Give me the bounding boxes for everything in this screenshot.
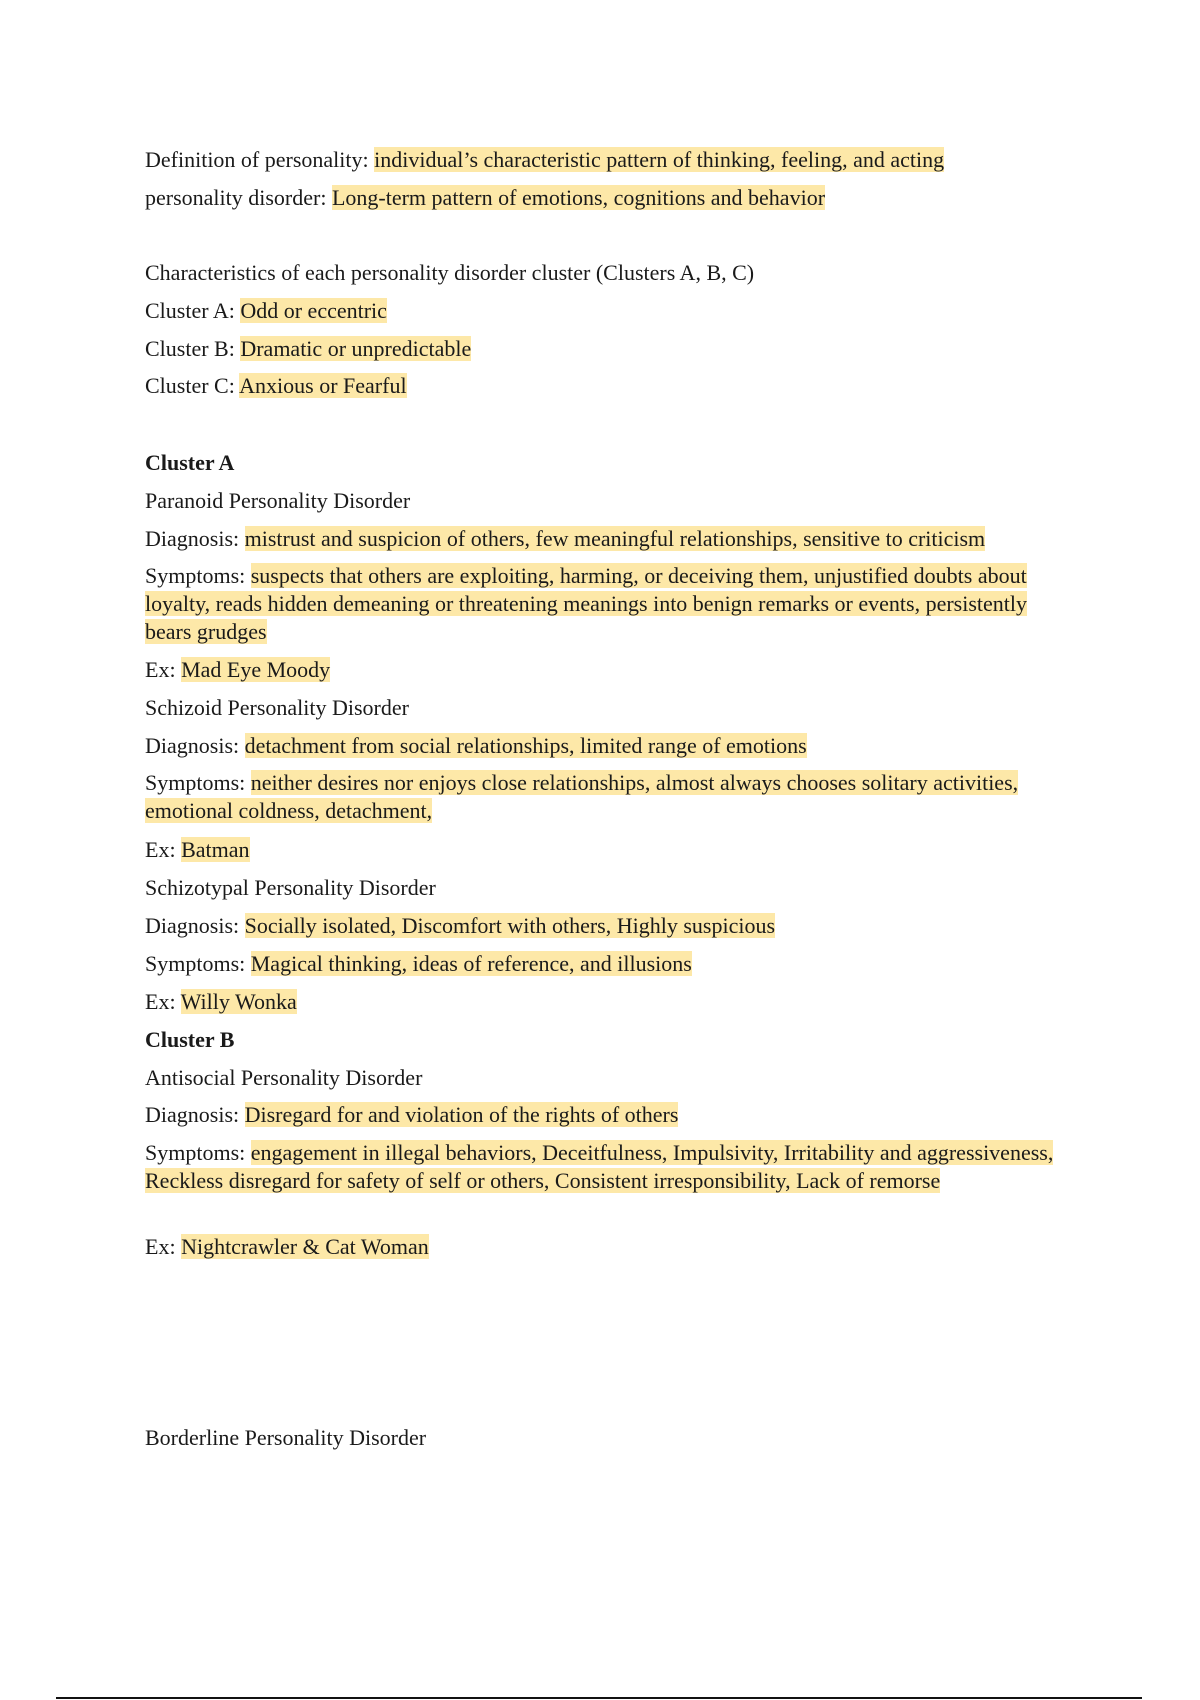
cluster-c-summary	[145, 372, 407, 400]
diagnosis-label: Diagnosis:	[145, 733, 240, 758]
symptoms-label: Symptoms:	[145, 563, 246, 588]
example-value: Mad Eye Moody	[181, 657, 331, 682]
symptoms-line	[145, 950, 692, 978]
symptoms-label: Symptoms:	[145, 951, 246, 976]
diagnosis-value: detachment from social relationships, limited range of emotions	[244, 733, 807, 758]
cluster-b-summary	[145, 335, 471, 363]
diagnosis-label: Diagnosis:	[145, 526, 240, 551]
definition-value: individual’s characteristic pattern of thinking, feeling, and acting	[374, 147, 945, 172]
symptoms-label: Symptoms:	[145, 1140, 246, 1165]
symptoms-paragraph	[145, 769, 1075, 825]
symptoms-value: engagement in illegal behaviors, Deceitfulness, Impulsivity, Irritability and aggressiveness, Reckless disregard for safety of self or others, Consistent irresponsibility, Lack of remorse	[145, 1140, 1054, 1193]
cluster-label: Cluster B:	[145, 336, 235, 361]
diagnosis-label: Diagnosis:	[145, 913, 240, 938]
example-label: Ex:	[145, 657, 176, 682]
disorder-title: Paranoid Personality Disorder	[145, 488, 411, 513]
diagnosis-line	[145, 1101, 678, 1129]
symptoms-paragraph	[145, 562, 1075, 646]
example-line	[145, 656, 330, 684]
disorder-title: Schizotypal Personality Disorder	[145, 875, 436, 900]
example-value: Nightcrawler & Cat Woman	[181, 1234, 429, 1259]
disorder-title: Schizoid Personality Disorder	[145, 695, 409, 720]
example-label: Ex:	[145, 837, 176, 862]
clusters-overview-heading: Characteristics of each personality disorder cluster (Clusters A, B, C)	[145, 260, 755, 285]
page-bottom-rule	[56, 1697, 1142, 1699]
diagnosis-line	[145, 732, 807, 760]
definition-personality-line	[145, 146, 944, 174]
disorder-title: Antisocial Personality Disorder	[145, 1065, 423, 1090]
cluster-label: Cluster A:	[145, 298, 235, 323]
definition-label: personality disorder:	[145, 185, 327, 210]
diagnosis-label: Diagnosis:	[145, 1102, 240, 1127]
diagnosis-line	[145, 525, 985, 553]
cluster-a-summary	[145, 297, 387, 325]
symptoms-paragraph	[145, 1139, 1075, 1195]
diagnosis-value: Disregard for and violation of the rights of others	[244, 1102, 679, 1127]
example-line	[145, 1233, 429, 1261]
cluster-label: Cluster C:	[145, 373, 235, 398]
symptoms-label: Symptoms:	[145, 770, 246, 795]
diagnosis-value: mistrust and suspicion of others, few meaningful relationships, sensitive to criticism	[244, 526, 986, 551]
diagnosis-value: Socially isolated, Discomfort with others, Highly suspicious	[244, 913, 776, 938]
example-line	[145, 836, 250, 864]
symptoms-value: suspects that others are exploiting, harming, or deceiving them, unjustified doubts about loyalty, reads hidden demeaning or threatening meanings into benign remarks or events, persistently bears grudges	[145, 563, 1027, 644]
symptoms-value: neither desires nor enjoys close relationships, almost always chooses solitary activities, emotional coldness, detachment,	[145, 770, 1019, 823]
cluster-value: Anxious or Fearful	[239, 373, 407, 398]
example-label: Ex:	[145, 989, 176, 1014]
example-value: Willy Wonka	[180, 989, 297, 1014]
disorder-title: Borderline Personality Disorder	[145, 1425, 427, 1450]
definition-value: Long-term pattern of emotions, cognitions and behavior	[331, 185, 826, 210]
example-label: Ex:	[145, 1234, 176, 1259]
symptoms-value: Magical thinking, ideas of reference, and illusions	[250, 951, 692, 976]
diagnosis-line	[145, 912, 775, 940]
cluster-b-heading: Cluster B	[145, 1027, 235, 1052]
definition-label: Definition of personality:	[145, 147, 369, 172]
cluster-value: Odd or eccentric	[240, 298, 387, 323]
example-line	[145, 988, 297, 1016]
definition-disorder-line	[145, 184, 825, 212]
cluster-a-heading: Cluster A	[145, 450, 235, 475]
cluster-value: Dramatic or unpredictable	[240, 336, 472, 361]
example-value: Batman	[181, 837, 250, 862]
